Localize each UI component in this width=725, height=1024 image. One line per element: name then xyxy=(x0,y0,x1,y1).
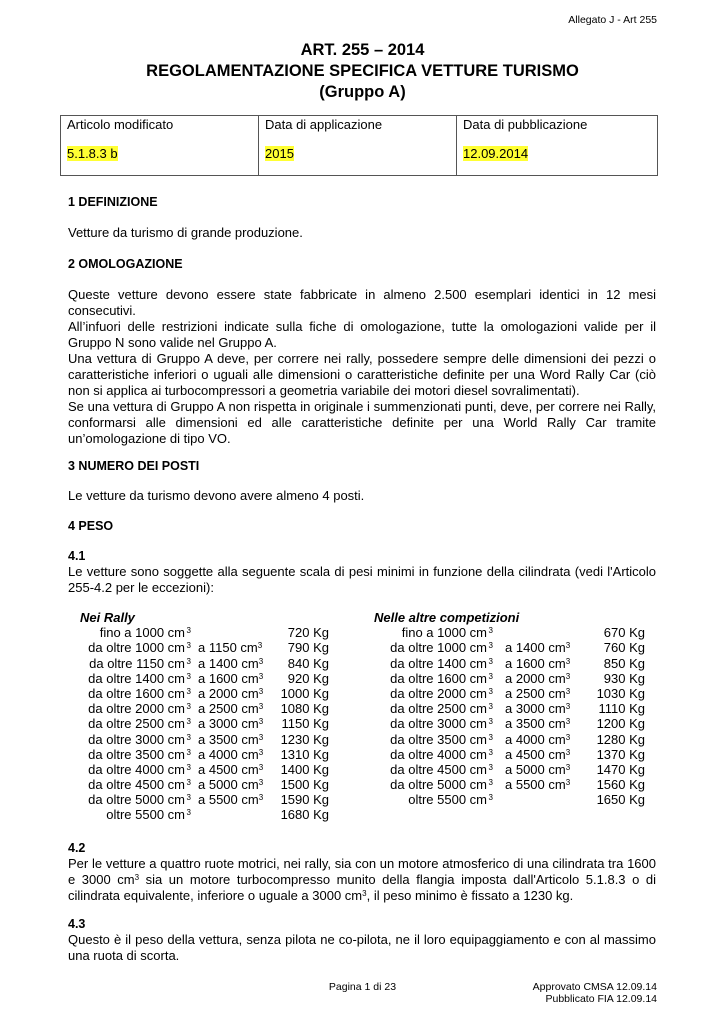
superscript-3: 3 xyxy=(258,702,264,712)
superscript-3: 3 xyxy=(565,641,571,651)
section-2-paragraph-2: All’infuori delle restrizioni indicate sulla fiche di omologazione, tutte la omologazioni valide per il Gruppo N sono valide nel Gruppo A. xyxy=(68,319,656,350)
superscript-3: 3 xyxy=(488,778,493,788)
section-1-text: Vetture da turismo di grande produzione. xyxy=(68,225,303,240)
other-weight-from: da oltre 2500 cm xyxy=(390,701,487,717)
superscript-3: 3 xyxy=(186,717,191,727)
superscript-3: 3 xyxy=(258,686,264,696)
other-weight-row xyxy=(0,716,725,731)
other-weight-row xyxy=(0,701,725,716)
rally-weight-weight: 1310 Kg xyxy=(280,746,329,762)
superscript-3: 3 xyxy=(134,873,140,882)
title-line-1: ART. 255 – 2014 xyxy=(300,41,425,59)
section-2-paragraph-3: Una vettura di Gruppo A deve, per correre nei rally, possedere sempre delle dimensioni dei pezzi o caratteristiche inferiori o uguali alle dimensioni o caratteristiche definite per una Word Rally Car (ciò non si applica ai turbocompressori a geometria variabile dei motori diesel sovralimentati). xyxy=(68,351,656,398)
other-weight-from: da oltre 4000 cm xyxy=(390,746,487,762)
superscript-3: 3 xyxy=(488,686,493,696)
rally-weight-to: a 1150 cm xyxy=(198,640,258,656)
section-2-title: 2 OMOLOGAZIONE xyxy=(68,257,183,271)
rally-weight-from: fino a 1000 cm xyxy=(99,625,185,641)
other-weight-from: da oltre 3000 cm xyxy=(390,716,487,732)
superscript-3: 3 xyxy=(565,686,571,696)
rally-weight-from: da oltre 3500 cm xyxy=(88,746,185,762)
modification-table-header xyxy=(61,116,658,134)
modification-table-row xyxy=(61,133,658,176)
superscript-3: 3 xyxy=(258,793,264,803)
other-weight-to: a 5500 cm xyxy=(505,777,566,793)
superscript-3: 3 xyxy=(186,686,191,696)
rally-weight-row xyxy=(0,807,725,822)
section-4-3-text: Questo è il peso della vettura, senza pilota ne co-pilota, ne il loro equipaggiamento e con al massimo una ruota di scorta. xyxy=(68,932,656,963)
other-weight-weight: 1370 Kg xyxy=(596,746,645,762)
superscript-3: 3 xyxy=(186,702,191,712)
rally-weight-weight: 1500 Kg xyxy=(280,777,329,793)
section-2-paragraph-4: Se una vettura di Gruppo A non rispetta in originale i summenzionati punti, deve, per correre nei Rally, conformarsi alle dimensioni ed alle caratteristiche definite per una World Rally Car tramite un’omologazione di tipo VO. xyxy=(68,399,656,446)
modification-table xyxy=(60,115,658,176)
superscript-3: 3 xyxy=(488,747,493,757)
weights-other xyxy=(0,610,725,807)
superscript-3: 3 xyxy=(186,626,191,636)
value-articolo: 5.1.8.3 b xyxy=(67,146,118,161)
section-2-paragraph-1: Queste vetture devono essere state fabbricate in almeno 2.500 esemplari identici in 12 mesi consecutivi. xyxy=(68,287,656,318)
superscript-3: 3 xyxy=(488,717,493,727)
other-weight-weight: 760 Kg xyxy=(603,640,645,656)
rally-weight-to: a 1600 cm xyxy=(198,670,259,686)
title-line-3: (Gruppo A) xyxy=(319,83,406,101)
rally-weight-from: da oltre 1400 cm xyxy=(88,670,185,686)
superscript-3: 3 xyxy=(488,732,493,742)
superscript-3: 3 xyxy=(186,656,191,666)
other-weight-from: da oltre 2000 cm xyxy=(390,685,487,701)
rally-weight-weight: 920 Kg xyxy=(287,670,329,686)
other-weight-weight: 1560 Kg xyxy=(596,777,645,793)
header-data-pubblicazione: Data di pubblicazione xyxy=(457,116,658,134)
other-weight-to: a 1600 cm xyxy=(505,655,566,671)
other-weight-from: da oltre 4500 cm xyxy=(390,761,487,777)
rally-weight-from: da oltre 3000 cm xyxy=(88,731,185,747)
weights-other-title: Nelle altre competizioni xyxy=(374,610,520,625)
rally-weight-from: da oltre 1150 cm xyxy=(89,655,185,671)
section-4-2-text-b: sia un motore turbocompresso munito della flangia imposta dall'Articolo 5.1.8.3 o di cilindrata equivalente, inferiore o uguale a 3000 cm xyxy=(68,872,657,903)
section-3-text: Le vetture da turismo devono avere almeno 4 posti. xyxy=(68,488,365,503)
superscript-3: 3 xyxy=(488,656,493,666)
rally-weight-weight: 790 Kg xyxy=(287,640,329,656)
superscript-3: 3 xyxy=(362,889,367,898)
superscript-3: 3 xyxy=(258,671,264,681)
superscript-3: 3 xyxy=(565,778,571,788)
other-weight-weight: 1200 Kg xyxy=(596,716,645,732)
other-weight-row xyxy=(0,747,725,762)
superscript-3: 3 xyxy=(488,762,493,772)
rally-weight-to: a 5000 cm xyxy=(198,777,259,793)
superscript-3: 3 xyxy=(565,671,571,681)
rally-weight-to: a 3500 cm xyxy=(198,731,259,747)
superscript-3: 3 xyxy=(258,732,264,742)
rally-weight-to: a 4000 cm xyxy=(198,746,259,762)
rally-weight-to: a 4500 cm xyxy=(198,761,259,777)
section-4-2-title: 4.2 xyxy=(68,841,86,855)
superscript-3: 3 xyxy=(565,732,571,742)
superscript-3: 3 xyxy=(488,793,493,803)
header-articolo: Articolo modificato xyxy=(61,116,259,134)
other-weight-weight: 930 Kg xyxy=(603,670,645,686)
superscript-3: 3 xyxy=(186,793,191,803)
other-weight-row xyxy=(0,640,725,655)
section-4-2-text-c: , il peso minimo è fissato a 1230 kg. xyxy=(366,888,574,903)
other-weight-from: da oltre 1000 cm xyxy=(390,640,487,656)
other-weight-from: da oltre 3500 cm xyxy=(390,731,487,747)
section-1-title: 1 DEFINIZIONE xyxy=(68,195,158,209)
value-data-applicazione: 2015 xyxy=(265,146,294,161)
rally-weight-to: a 5500 cm xyxy=(198,792,259,808)
rally-weight-weight: 1000 Kg xyxy=(280,685,329,701)
other-weight-row xyxy=(0,792,725,807)
weights-rally-title: Nei Rally xyxy=(80,610,135,625)
other-weight-weight: 1650 Kg xyxy=(596,792,645,808)
other-weight-row xyxy=(0,686,725,701)
superscript-3: 3 xyxy=(186,778,191,788)
rally-weight-to: a 2500 cm xyxy=(198,701,259,717)
other-weight-weight: 670 Kg xyxy=(603,625,645,641)
superscript-3: 3 xyxy=(186,762,191,772)
section-4-1-text: Le vetture sono soggette alla seguente scala di pesi minimi in funzione della cilindrata (vedi l'Articolo 255-4.2 per le eccezioni): xyxy=(68,564,656,595)
rally-weight-weight: 1080 Kg xyxy=(280,701,329,717)
superscript-3: 3 xyxy=(565,747,571,757)
superscript-3: 3 xyxy=(258,762,264,772)
superscript-3: 3 xyxy=(257,641,263,651)
section-4-2-text-a: Per le vetture a quattro ruote motrici, nei rally, sia con un motore atmosferico di una cilindrata tra 1600 e 3000 cm xyxy=(68,856,656,887)
rally-weight-from: da oltre 5000 cm xyxy=(88,792,185,808)
rally-weight-from: da oltre 4000 cm xyxy=(88,761,185,777)
superscript-3: 3 xyxy=(186,808,191,818)
superscript-3: 3 xyxy=(488,671,493,681)
other-weight-to: a 4500 cm xyxy=(505,746,566,762)
other-weight-from: oltre 5500 cm xyxy=(408,792,487,808)
other-weight-row xyxy=(0,625,725,640)
other-weight-from: da oltre 1600 cm xyxy=(390,670,487,686)
superscript-3: 3 xyxy=(488,702,493,712)
rally-weight-weight: 1150 Kg xyxy=(281,716,329,732)
document-title xyxy=(0,40,725,103)
section-4-2-text xyxy=(68,856,656,904)
rally-weight-weight: 1400 Kg xyxy=(280,761,329,777)
section-3-title: 3 NUMERO DEI POSTI xyxy=(68,459,200,473)
rally-weight-to: a 1400 cm xyxy=(198,655,259,671)
other-weight-row xyxy=(0,762,725,777)
rally-weight-weight: 720 Kg xyxy=(287,625,329,641)
superscript-3: 3 xyxy=(258,717,264,727)
superscript-3: 3 xyxy=(565,702,571,712)
other-weight-to: a 5000 cm xyxy=(505,761,566,777)
superscript-3: 3 xyxy=(488,626,493,636)
superscript-3: 3 xyxy=(186,747,191,757)
rally-weight-weight: 1230 Kg xyxy=(280,731,329,747)
other-weight-row xyxy=(0,656,725,671)
other-weight-weight: 850 Kg xyxy=(603,655,645,671)
superscript-3: 3 xyxy=(488,641,493,651)
section-4-1-title: 4.1 xyxy=(68,549,86,563)
section-2-body xyxy=(68,287,656,447)
other-weight-weight: 1280 Kg xyxy=(596,731,645,747)
other-weight-from: da oltre 5000 cm xyxy=(390,777,487,793)
title-line-2: REGOLAMENTAZIONE SPECIFICA VETTURE TURISMO xyxy=(146,62,579,80)
annex-label: Allegato J - Art 255 xyxy=(568,14,657,26)
rally-weight-weight: 1680 Kg xyxy=(280,807,329,823)
other-weight-to: a 2500 cm xyxy=(505,685,566,701)
rally-weight-from: da oltre 4500 cm xyxy=(88,777,185,793)
superscript-3: 3 xyxy=(258,656,264,666)
other-weight-from: da oltre 1400 cm xyxy=(390,655,487,671)
page-number: Pagina 1 di 23 xyxy=(328,981,397,993)
rally-weight-weight: 1590 Kg xyxy=(280,792,329,808)
other-weight-weight: 1470 Kg xyxy=(596,761,645,777)
rally-weight-from: oltre 5500 cm xyxy=(106,807,185,823)
other-weight-weight: 1110 Kg xyxy=(598,701,645,717)
superscript-3: 3 xyxy=(565,717,571,727)
superscript-3: 3 xyxy=(186,641,191,651)
other-weight-from: fino a 1000 cm xyxy=(401,625,487,641)
other-weight-to: a 1400 cm xyxy=(505,640,566,656)
rally-weight-from: da oltre 2500 cm xyxy=(88,716,185,732)
superscript-3: 3 xyxy=(258,747,264,757)
superscript-3: 3 xyxy=(186,732,191,742)
rally-weight-from: da oltre 2000 cm xyxy=(88,701,185,717)
superscript-3: 3 xyxy=(565,656,571,666)
other-weight-row xyxy=(0,732,725,747)
rally-weight-to: a 2000 cm xyxy=(198,685,259,701)
other-weight-row xyxy=(0,671,725,686)
other-weight-to: a 3000 cm xyxy=(505,701,566,717)
superscript-3: 3 xyxy=(186,671,191,681)
other-weight-to: a 3500 cm xyxy=(505,716,566,732)
approved-cmsa: Approvato CMSA 12.09.14 xyxy=(532,981,657,993)
superscript-3: 3 xyxy=(565,762,571,772)
superscript-3: 3 xyxy=(258,778,264,788)
other-weight-row xyxy=(0,777,725,792)
section-4-title: 4 PESO xyxy=(68,519,114,533)
published-fia: Pubblicato FIA 12.09.14 xyxy=(545,993,657,1005)
value-data-pubblicazione: 12.09.2014 xyxy=(463,146,529,161)
approval-info xyxy=(533,981,657,1005)
rally-weight-weight: 840 Kg xyxy=(287,655,329,671)
other-weight-weight: 1030 Kg xyxy=(596,685,645,701)
rally-weight-from: da oltre 1600 cm xyxy=(88,685,185,701)
section-4-3-title: 4.3 xyxy=(68,917,86,931)
other-weight-to: a 4000 cm xyxy=(505,731,566,747)
header-data-applicazione: Data di applicazione xyxy=(259,116,457,134)
rally-weight-from: da oltre 1000 cm xyxy=(88,640,185,656)
other-weight-to: a 2000 cm xyxy=(505,670,566,686)
rally-weight-to: a 3000 cm xyxy=(198,716,259,732)
